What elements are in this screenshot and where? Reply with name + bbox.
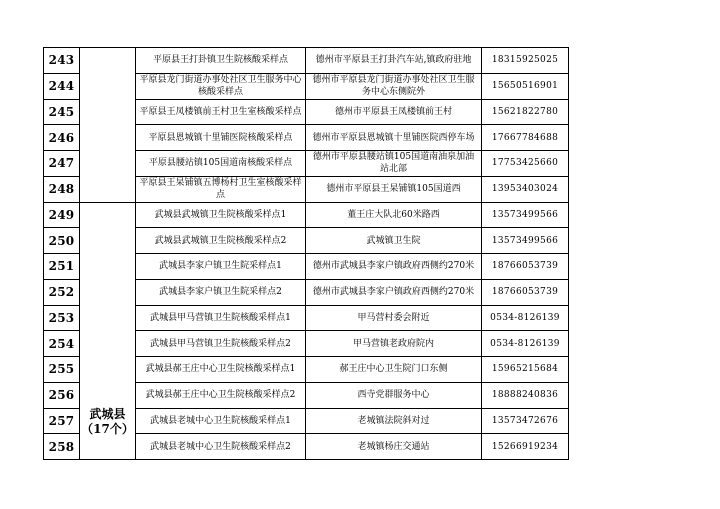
- row-number: 254: [44, 331, 80, 357]
- site-address: 德州市平原县王杲铺镇105国道西: [306, 176, 482, 202]
- site-phone: 13953403024: [482, 176, 569, 202]
- site-phone: 0534-8126139: [482, 305, 569, 331]
- site-phone: 15621822780: [482, 99, 569, 125]
- sites-table: [43, 47, 569, 460]
- site-name: 武城县李家户镇卫生院采样点2: [136, 279, 306, 305]
- site-address: 德州市平原县王凤楼镇前王村: [306, 99, 482, 125]
- table-row: [44, 48, 569, 74]
- row-number: 243: [44, 48, 80, 74]
- row-number: 258: [44, 434, 80, 460]
- site-phone: 18766053739: [482, 279, 569, 305]
- row-number: 257: [44, 408, 80, 434]
- site-address: 董王庄大队北60米路西: [306, 202, 482, 228]
- row-number: 250: [44, 228, 80, 254]
- site-phone: 17753425660: [482, 151, 569, 177]
- site-address: 德州市平原县恩城镇十里铺医院西停车场: [306, 125, 482, 151]
- site-address: 老城镇法院斜对过: [306, 408, 482, 434]
- row-number: 249: [44, 202, 80, 228]
- site-name: 武城县甲马营镇卫生院核酸采样点1: [136, 305, 306, 331]
- site-name: 武城县甲马营镇卫生院核酸采样点2: [136, 331, 306, 357]
- site-name: 武城县武城镇卫生院核酸采样点1: [136, 202, 306, 228]
- site-name: 武城县武城镇卫生院核酸采样点2: [136, 228, 306, 254]
- row-number: 247: [44, 151, 80, 177]
- site-phone: 18888240836: [482, 382, 569, 408]
- site-address: 老城镇杨庄交通站: [306, 434, 482, 460]
- table-body: [44, 48, 569, 460]
- site-name: 平原县王杲铺镇五博杨村卫生室核酸采样点: [136, 176, 306, 202]
- site-name: 平原县王凤楼镇前王村卫生室核酸采样点: [136, 99, 306, 125]
- site-phone: 15650516901: [482, 73, 569, 99]
- site-address: 武城镇卫生院: [306, 228, 482, 254]
- site-address: 德州市平原县龙门街道办事处社区卫生服务中心东侧院外: [306, 73, 482, 99]
- site-phone: 18766053739: [482, 254, 569, 280]
- site-name: 武城县老城中心卫生院核酸采样点2: [136, 434, 306, 460]
- row-number: 244: [44, 73, 80, 99]
- site-phone: 13573472676: [482, 408, 569, 434]
- county-name: 武城县: [89, 407, 126, 421]
- site-name: 武城县老城中心卫生院核酸采样点1: [136, 408, 306, 434]
- site-phone: 0534-8126139: [482, 331, 569, 357]
- site-name: 平原县龙门街道办事处社区卫生服务中心核酸采样点: [136, 73, 306, 99]
- site-address: 德州市武城县李家户镇政府西侧约270米: [306, 279, 482, 305]
- site-name: 平原县恩城镇十里铺医院核酸采样点: [136, 125, 306, 151]
- testing-sites-table: [43, 47, 568, 459]
- site-address: 德州市平原县王打卦汽车站,镇政府驻地: [306, 48, 482, 74]
- row-number: 245: [44, 99, 80, 125]
- site-address: 德州市武城县李家户镇政府西侧约270米: [306, 254, 482, 280]
- site-name: 武城县郝王庄中心卫生院核酸采样点2: [136, 382, 306, 408]
- row-number: 252: [44, 279, 80, 305]
- site-phone: 13573499566: [482, 202, 569, 228]
- site-phone: 15266919234: [482, 434, 569, 460]
- row-number: 251: [44, 254, 80, 280]
- site-name: 平原县王打卦镇卫生院核酸采样点: [136, 48, 306, 74]
- county-cell-wucheng: [80, 202, 136, 460]
- row-number: 248: [44, 176, 80, 202]
- row-number: 253: [44, 305, 80, 331]
- row-number: 256: [44, 382, 80, 408]
- site-address: 德州市平原县腰站镇105国道南油泉加油站北部: [306, 151, 482, 177]
- county-cell-previous: [80, 48, 136, 203]
- site-phone: 17667784688: [482, 125, 569, 151]
- site-address: 郝王庄中心卫生院门口东侧: [306, 357, 482, 383]
- site-phone: 15965215684: [482, 357, 569, 383]
- site-name: 平原县腰站镇105国道南核酸采样点: [136, 151, 306, 177]
- site-name: 武城县郝王庄中心卫生院核酸采样点1: [136, 357, 306, 383]
- site-phone: 13573499566: [482, 228, 569, 254]
- site-address: 西寺党群服务中心: [306, 382, 482, 408]
- site-phone: 18315925025: [482, 48, 569, 74]
- table-row: [44, 202, 569, 228]
- site-name: 武城县李家户镇卫生院采样点1: [136, 254, 306, 280]
- site-address: 甲马营村委会附近: [306, 305, 482, 331]
- row-number: 255: [44, 357, 80, 383]
- site-address: 甲马营镇老政府院内: [306, 331, 482, 357]
- row-number: 246: [44, 125, 80, 151]
- county-count: （17个）: [81, 422, 134, 436]
